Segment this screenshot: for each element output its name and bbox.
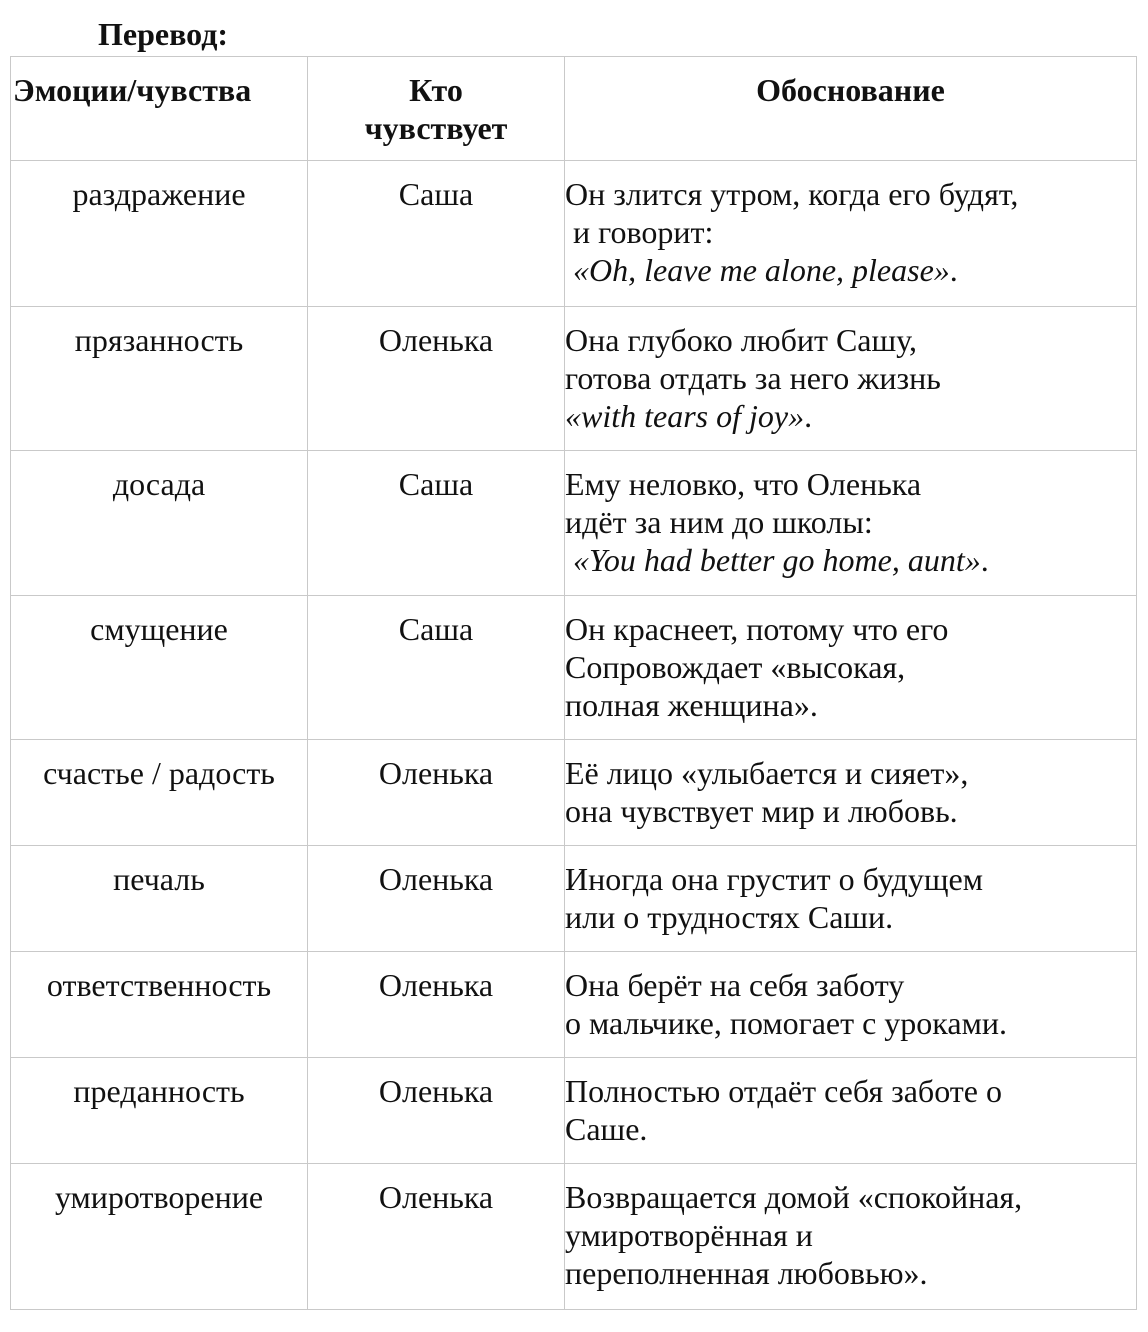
header-who-line1: Кто <box>409 72 463 108</box>
reason-line: Возвращается домой «спокойная, <box>565 1179 1023 1215</box>
reason-cell <box>565 1058 1137 1164</box>
table-row <box>11 1058 1137 1164</box>
reason-cell <box>565 740 1137 846</box>
who-cell: Оленька <box>308 1058 565 1164</box>
emotion-cell: преданность <box>11 1058 308 1164</box>
table-row <box>11 596 1137 740</box>
table-row <box>11 1164 1137 1310</box>
reason-line: Она глубоко любит Сашу, <box>565 322 917 358</box>
english-quote: «You had better go home, aunt» <box>573 542 981 578</box>
reason-quote-line <box>565 397 1136 435</box>
who-cell: Оленька <box>308 952 565 1058</box>
english-quote: «with tears of joy» <box>565 398 805 434</box>
emotion-cell: счастье / радость <box>11 740 308 846</box>
emotion-cell: раздражение <box>11 161 308 307</box>
emotion-cell: умиротворение <box>11 1164 308 1310</box>
table-body <box>11 161 1137 1310</box>
reason-line: Ему неловко, что Оленька <box>565 466 922 502</box>
reason-line: она чувствует мир и любовь. <box>565 793 958 829</box>
header-reason: Обоснование <box>565 57 1137 161</box>
emotions-table <box>10 56 1137 1310</box>
reason-cell <box>565 451 1137 596</box>
reason-quote-line <box>565 251 1136 289</box>
reason-line: и говорит: <box>565 214 714 250</box>
reason-line: Иногда она грустит о будущем <box>565 861 983 897</box>
emotion-cell: смущение <box>11 596 308 740</box>
table-row <box>11 740 1137 846</box>
reason-cell <box>565 307 1137 451</box>
who-cell: Оленька <box>308 846 565 952</box>
table-row <box>11 307 1137 451</box>
reason-line: готова отдать за него жизнь <box>565 360 941 396</box>
page-title: Перевод: <box>98 16 229 52</box>
quote-prefix <box>565 542 573 578</box>
who-cell: Оленька <box>308 307 565 451</box>
reason-line: Сопровождает «высокая, <box>565 649 906 685</box>
table-header-row <box>11 57 1137 161</box>
header-who-line2: чувствует <box>364 110 508 146</box>
emotion-cell: печаль <box>11 846 308 952</box>
header-who <box>308 57 565 161</box>
quote-suffix: . <box>980 542 989 578</box>
who-cell: Оленька <box>308 740 565 846</box>
reason-line: или о трудностях Саши. <box>565 899 894 935</box>
table-row <box>11 846 1137 952</box>
reason-cell <box>565 952 1137 1058</box>
who-cell: Саша <box>308 451 565 596</box>
reason-line: о мальчике, помогает с уроками. <box>565 1005 1007 1041</box>
who-cell: Саша <box>308 596 565 740</box>
who-cell: Оленька <box>308 1164 565 1310</box>
reason-line: полная женщина». <box>565 687 818 723</box>
table-row <box>11 451 1137 596</box>
reason-cell <box>565 846 1137 952</box>
quote-prefix <box>565 252 573 288</box>
reason-line: Он краснеет, потому что его <box>565 611 949 647</box>
table-row <box>11 952 1137 1058</box>
reason-line: идёт за ним до школы: <box>565 504 873 540</box>
reason-line: переполненная любовью». <box>565 1255 928 1291</box>
reason-cell <box>565 161 1137 307</box>
emotion-cell: ответственность <box>11 952 308 1058</box>
reason-line: Саше. <box>565 1111 648 1147</box>
reason-cell <box>565 596 1137 740</box>
reason-line: умиротворённая и <box>565 1217 813 1253</box>
reason-line: Полностью отдаёт себя заботе о <box>565 1073 1002 1109</box>
header-emotion: Эмоции/чувства <box>11 57 308 161</box>
english-quote: «Oh, leave me alone, please» <box>573 252 950 288</box>
who-cell: Саша <box>308 161 565 307</box>
reason-line: Её лицо «улыбается и сияет», <box>565 755 969 791</box>
emotion-cell: прязанность <box>11 307 308 451</box>
quote-suffix: . <box>804 398 813 434</box>
quote-suffix: . <box>949 252 958 288</box>
table-row <box>11 161 1137 307</box>
reason-line: Она берёт на себя заботу <box>565 967 905 1003</box>
reason-quote-line <box>565 541 1136 579</box>
reason-cell <box>565 1164 1137 1310</box>
reason-line: Он злится утром, когда его будят, <box>565 176 1019 212</box>
emotion-cell: досада <box>11 451 308 596</box>
